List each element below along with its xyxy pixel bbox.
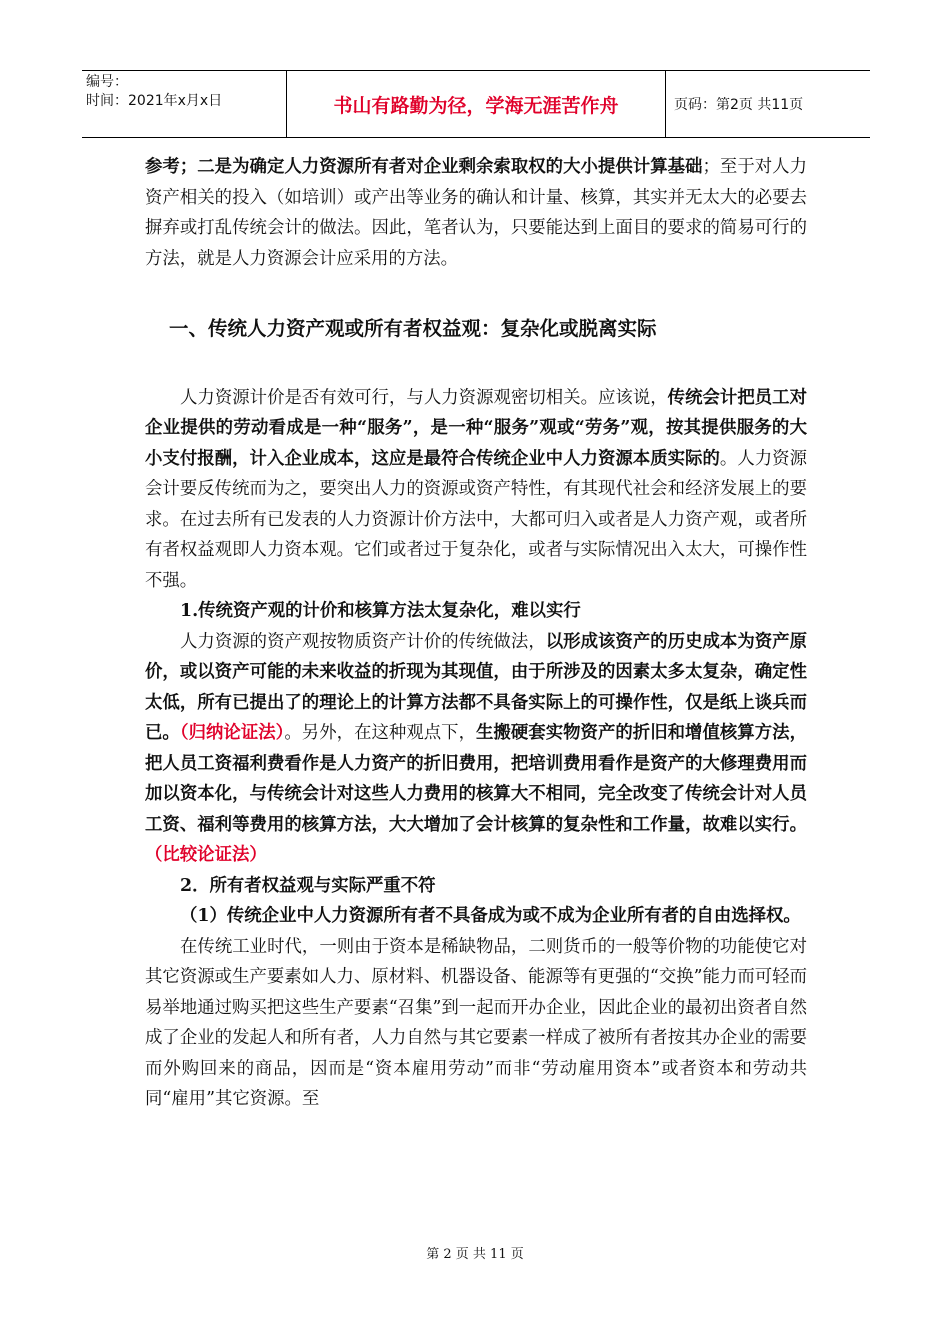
number-label: 编号：	[86, 74, 128, 90]
paragraph-2-text-b: 。人力资源会计要反传统而为之，要突出人力的资源或资产特性，有其现代社会和经济发展上的要求。在过去所有已发表的人力资源计价方法中，大都可归入或者是人力资产观，或者所有者权益观即人力资本观。它们或者过于复杂化，或者与实际情况出入太大，可操作性不强。	[145, 448, 807, 591]
paragraph-3-text-b: 。另外，在这种观点下，	[284, 723, 477, 743]
subheading-3: （1）传统企业中人力资源所有者不具备成为或不成为企业所有者的自由选择权。	[180, 906, 801, 926]
header-page-info: 页码：第2页 共11页	[674, 97, 804, 113]
paragraph-3-period: 。	[162, 723, 180, 743]
paragraph-3-bold-2: 生搬硬套实物资产的折旧和增值核算方法，把人员工资福利费看作是人力资产的折旧费用，把培训费用看作是资产的大修理费用而加以资本化，与传统会计对这些人力费用的核算大不相同，完全改变了传统会计对人员工资、福利等费用的核算方法，大大增加了会计核算的复杂性和工作量，故难以实行。	[145, 723, 807, 835]
paragraph-2-bold: 传统会计把员工对企业提供的劳动看成是一种“服务”，是一种“服务”观或“劳务”观，按其提供服务的大小支付报酬，计入企业成本，这应是最符合传统企业中人力资源本质实际的	[145, 387, 807, 469]
paragraph-3-text-a: 人力资源的资产观按物质资产计价的传统做法，	[180, 631, 546, 652]
header-meta	[82, 71, 287, 137]
paragraph-1-text: ；至于对人力资产相关的投入（如培训）或产出等业务的确认和计量、核算，其实并无太大的必要去摒弃或打乱传统会计的做法。因此，笔者认为，只要能达到上面目的要求的简易可行的方法，就是人力资源会计应采用的方法。	[145, 157, 807, 269]
paragraph-3-bold-1: 以形成该资产的历史成本为资产原价，或以资产可能的未来收益的折现为其现值，由于所涉及的因素太多太复杂，确定性太低，所有已提出了的理论上的计算方法都不具备实际上的可操作性，仅是纸上谈兵而已	[145, 631, 807, 743]
paragraph-3-note-1: （归纳论证法）	[179, 723, 285, 743]
page-header	[82, 70, 870, 138]
date-label: 时间：2021年x月x日	[86, 93, 223, 109]
subheading-1: 1.传统资产观的计价和核算方法太复杂化，难以实行	[180, 601, 581, 621]
paragraph-2	[145, 383, 807, 597]
page-footer: 第 2 页 共 11 页	[426, 1247, 524, 1262]
header-motto: 书山有路勤为径，学海无涯苦作舟	[287, 71, 666, 137]
section-heading: 一、传统人力资产观或所有者权益观：复杂化或脱离实际	[169, 317, 657, 340]
subheading-2: 2．所有者权益观与实际严重不符	[180, 875, 436, 896]
paragraph-3-note-2: （比较论证法）	[145, 845, 267, 865]
paragraph-1-bold: 参考；二是为确定人力资源所有者对企业剩余索取权的大小提供计算基础	[145, 157, 703, 177]
document-body	[145, 152, 807, 1115]
paragraph-1	[145, 152, 807, 274]
paragraph-4: 在传统工业时代，一则由于资本是稀缺物品，二则货币的一般等价物的功能使它对其它资源或生产要素如人力、原材料、机器设备、能源等有更强的“交换”能力而可轻而易举地通过购买把这些生产要素“召集”到一起而开办企业，因此企业的最初出资者自然成了企业的发起人和所有者，人力自然与其它要素一样成了被所有者按其办企业的需要而外购回来的商品，因而是“资本雇用劳动”而非“劳动雇用资本”或者资本和劳动共同“雇用”其它资源。至	[145, 936, 807, 1109]
paragraph-3	[145, 627, 807, 871]
paragraph-2-text-a: 人力资源计价是否有效可行，与人力资源观密切相关。应该说，	[180, 387, 668, 408]
